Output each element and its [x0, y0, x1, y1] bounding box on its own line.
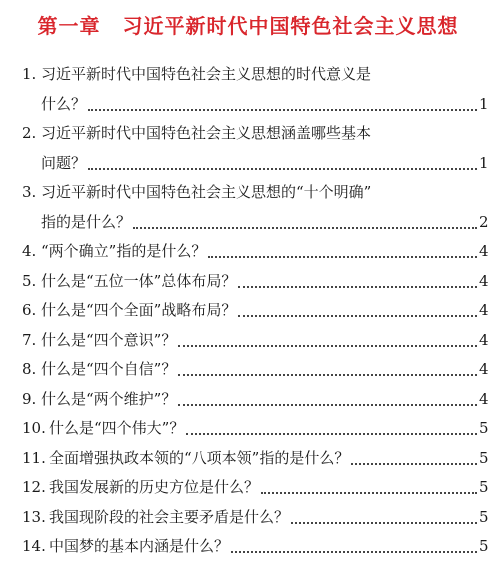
- toc-entry-page: 2: [479, 212, 489, 231]
- toc-entry-number: 12.: [22, 478, 46, 496]
- toc-entry-number: 14.: [22, 537, 46, 555]
- toc-entry-page: 1: [479, 94, 489, 113]
- toc-entry-number: 3.: [22, 183, 37, 201]
- toc-entry-line: [22, 503, 488, 533]
- toc-entry[interactable]: [22, 385, 488, 415]
- toc-entry[interactable]: [22, 473, 488, 503]
- toc-entry-page: 5: [479, 507, 489, 526]
- toc-entry-number: 6.: [22, 301, 37, 319]
- toc-entry-line: [22, 178, 488, 208]
- toc-entry-number: 9.: [22, 389, 37, 408]
- toc-entry-number: 5.: [22, 271, 37, 290]
- toc-entry-line: [22, 119, 488, 149]
- toc-entry-line: [22, 355, 488, 385]
- toc-entry-line: [22, 444, 488, 474]
- toc-entry[interactable]: [22, 267, 488, 297]
- toc-entry-title: 什么是“两个维护”？: [41, 389, 177, 408]
- dot-leader: [351, 462, 477, 465]
- toc-entry-page: 4: [479, 271, 489, 290]
- toc-entry-line: [22, 414, 488, 444]
- toc-entry-page: 5: [479, 537, 489, 555]
- toc-entry-number: 10.: [22, 419, 46, 437]
- toc-entry-line: [22, 149, 488, 179]
- toc-entry-line: [22, 296, 488, 326]
- dot-leader: [231, 550, 477, 553]
- toc-entry-line: [22, 237, 488, 267]
- toc-entry-title: 什么是“五位一体”总体布局？: [41, 271, 237, 290]
- toc-entry-line: [22, 385, 488, 415]
- toc-entry-page: 5: [479, 419, 489, 437]
- toc-entry[interactable]: [22, 296, 488, 326]
- toc-entry-page: 4: [479, 389, 489, 408]
- toc-entry-page: 1: [479, 153, 489, 172]
- toc-entry-number: 2.: [22, 124, 37, 142]
- toc-entry-title: 习近平新时代中国特色社会主义思想的时代意义是: [41, 65, 372, 83]
- toc-entry-page: 4: [479, 242, 489, 260]
- dot-leader: [261, 491, 477, 494]
- toc-entry-number: 11.: [22, 448, 46, 467]
- toc-entry-page: 4: [479, 360, 489, 378]
- dot-leader: [238, 314, 477, 317]
- dot-leader: [88, 167, 477, 170]
- toc-entry-line: [22, 326, 488, 356]
- toc-entry-title: 什么是“四个自信”？: [41, 360, 177, 378]
- toc-entry-title-continued: 指的是什么？: [41, 212, 132, 231]
- toc-entry-line: [22, 90, 488, 120]
- toc-entry-title: 什么是“四个意识”？: [41, 330, 177, 349]
- toc-entry-number: 13.: [22, 507, 46, 526]
- toc-entry-title: 习近平新时代中国特色社会主义思想的“十个明确”: [41, 183, 372, 201]
- dot-leader: [238, 285, 477, 288]
- toc-entry-title: 什么是“四个全面”战略布局？: [41, 301, 237, 319]
- chapter-heading: [0, 10, 496, 39]
- toc-entry-title: 习近平新时代中国特色社会主义思想涵盖哪些基本: [41, 124, 372, 142]
- dot-leader: [208, 255, 477, 258]
- toc-entry[interactable]: [22, 444, 488, 474]
- toc-entry-number: 1.: [22, 65, 37, 83]
- dot-leader: [291, 521, 477, 524]
- chapter-title: 习近平新时代中国特色社会主义思想: [122, 14, 459, 38]
- toc-entry[interactable]: [22, 355, 488, 385]
- toc-entry-number: 7.: [22, 330, 37, 349]
- toc-entry-title: 我国现阶段的社会主要矛盾是什么？: [49, 507, 290, 526]
- toc-entry-page: 4: [479, 330, 489, 349]
- toc-entry-title: 中国梦的基本内涵是什么？: [49, 537, 230, 555]
- toc-entry[interactable]: [22, 237, 488, 267]
- toc-entry-line: [22, 60, 488, 90]
- dot-leader: [178, 344, 477, 347]
- toc-entry-line: [22, 267, 488, 297]
- toc-entry-title: 我国发展新的历史方位是什么？: [49, 478, 260, 496]
- toc-entry[interactable]: [22, 414, 488, 444]
- toc-entry[interactable]: [22, 503, 488, 533]
- toc-entry-title: “两个确立”指的是什么？: [41, 242, 207, 260]
- toc-entry[interactable]: [22, 532, 488, 562]
- chapter-number: 第一章: [37, 14, 101, 38]
- dot-leader: [133, 226, 477, 229]
- dot-leader: [88, 108, 477, 111]
- dot-leader: [178, 403, 477, 406]
- toc-entry-title-continued: 问题？: [41, 153, 87, 172]
- toc-entry-line: [22, 208, 488, 238]
- toc-entry-title: 什么是“四个伟大”？: [49, 419, 185, 437]
- toc-entry-title-continued: 什么？: [41, 94, 87, 113]
- toc-entry[interactable]: [22, 326, 488, 356]
- toc-entry-page: 5: [479, 448, 489, 467]
- toc-entry-number: 8.: [22, 360, 37, 378]
- dot-leader: [178, 373, 477, 376]
- toc-entry[interactable]: [22, 178, 488, 237]
- toc-entry-page: 4: [479, 301, 489, 319]
- toc-entry-number: 4.: [22, 242, 37, 260]
- toc-entry-line: [22, 473, 488, 503]
- toc-entry-line: [22, 532, 488, 562]
- table-of-contents: [22, 60, 488, 562]
- toc-entry-page: 5: [479, 478, 489, 496]
- toc-entry[interactable]: [22, 60, 488, 119]
- toc-entry-title: 全面增强执政本领的“八项本领”指的是什么？: [49, 448, 350, 467]
- dot-leader: [186, 432, 477, 435]
- toc-entry[interactable]: [22, 119, 488, 178]
